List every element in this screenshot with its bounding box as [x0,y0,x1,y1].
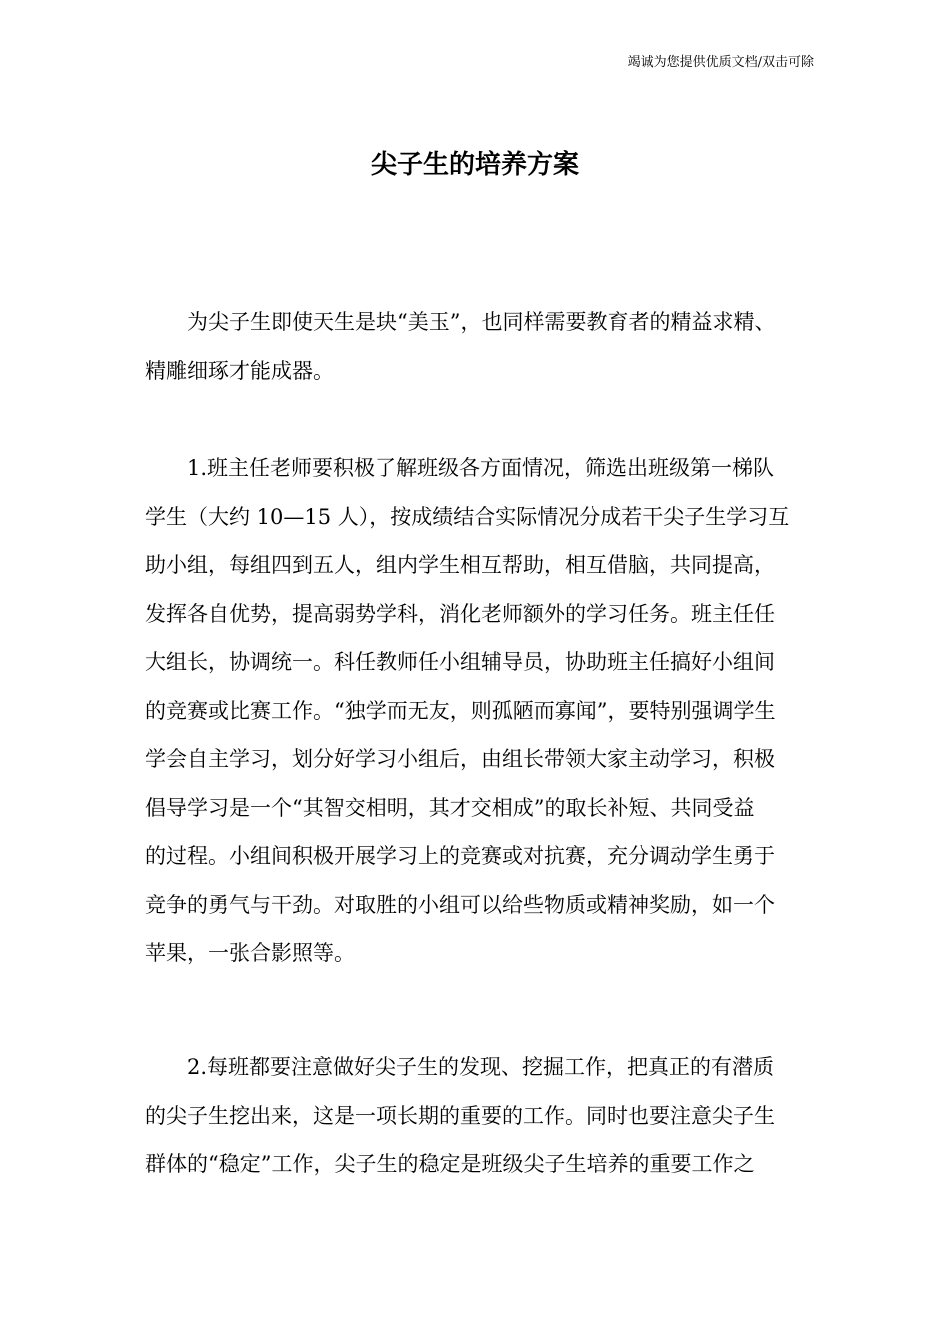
paragraph-line: 学会自主学习，划分好学习小组后，由组长带领大家主动学习，积极 [145,747,775,771]
paragraph-line: 竞争的勇气与干劲。对取胜的小组可以给些物质或精神奖励，如一个 [145,892,775,917]
paragraph-line: 精雕细琢才能成器。 [145,358,334,383]
paragraph-item-2 [145,1043,820,1189]
paragraph-line: 的尖子生挖出来，这是一项长期的重要的工作。同时也要注意尖子生 [145,1103,775,1128]
document-title: 尖子生的培养方案 [370,150,579,180]
paragraph-item-1 [145,444,820,978]
paragraph-line: 发挥各自优势，提高弱势学科，消化老师额外的学习任务。班主任任 [145,601,775,626]
paragraph-line: 的过程。小组间积极开展学习上的竞赛或对抗赛，充分调动学生勇于 [145,844,775,868]
paragraph-line: 倡导学习是一个“其智交相明，其才交相成”的取长补短、共同受益 [145,795,755,820]
paragraph-line: 的竞赛或比赛工作。“独学而无友，则孤陋而寡闻”，要特别强调学生 [145,698,776,723]
paragraph-line: 群体的“稳定”工作，尖子生的稳定是班级尖子生培养的重要工作之 [145,1152,755,1176]
paragraph-line: 苹果，一张合影照等。 [145,941,355,965]
paragraph-line: 为尖子生即使天生是块“美玉”，也同样需要教育者的精益求精、 [187,310,776,334]
paragraph-line: 2.每班都要注意做好尖子生的发现、挖掘工作，把真正的有潜质 [187,1055,775,1079]
paragraph-line: 助小组，每组四到五人，组内学生相互帮助，相互借脑，共同提高， [145,553,775,577]
paragraph-line: 学生（大约 10—15 人），按成绩结合实际情况分成若干尖子生学习互 [145,504,790,529]
paragraph-intro [145,298,820,395]
paragraph-line: 1.班主任老师要积极了解班级各方面情况，筛选出班级第一梯队 [187,456,775,480]
header-note: 竭诚为您提供优质文档/双击可除 [627,55,814,70]
paragraph-line: 大组长，协调统一。科任教师任小组辅导员，协助班主任搞好小组间 [145,650,775,674]
